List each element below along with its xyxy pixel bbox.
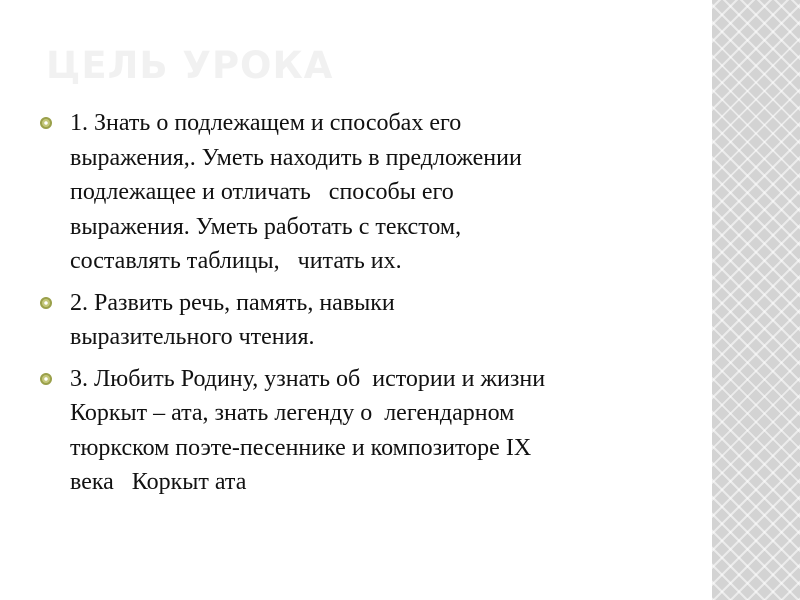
list-item [40,106,680,279]
circle-bullet-icon [40,373,52,385]
list-item [40,362,680,500]
goal-text-3: 3. Любить Родину, узнать об истории и жизни Коркыт – ата, знать легенду о легендарном тюркском поэте-песеннике и композиторе IX века Коркыт ата [70,365,546,495]
decorative-side-panel [712,0,800,600]
slide-title: ЦЕЛЬ УРОКА [46,44,334,87]
circle-bullet-icon [40,117,52,129]
goal-text-1: 1. Знать о подлежащем и способах его выражения,. Уметь находить в предложении подлежащее и отличать способы его выражения. Уметь работать с текстом, составлять таблицы, читать их. [70,110,522,274]
goals-list [40,106,680,507]
list-item [40,286,680,355]
goal-text-2: 2. Развить речь, память, навыки выразительного чтения. [70,289,395,350]
circle-bullet-icon [40,297,52,309]
